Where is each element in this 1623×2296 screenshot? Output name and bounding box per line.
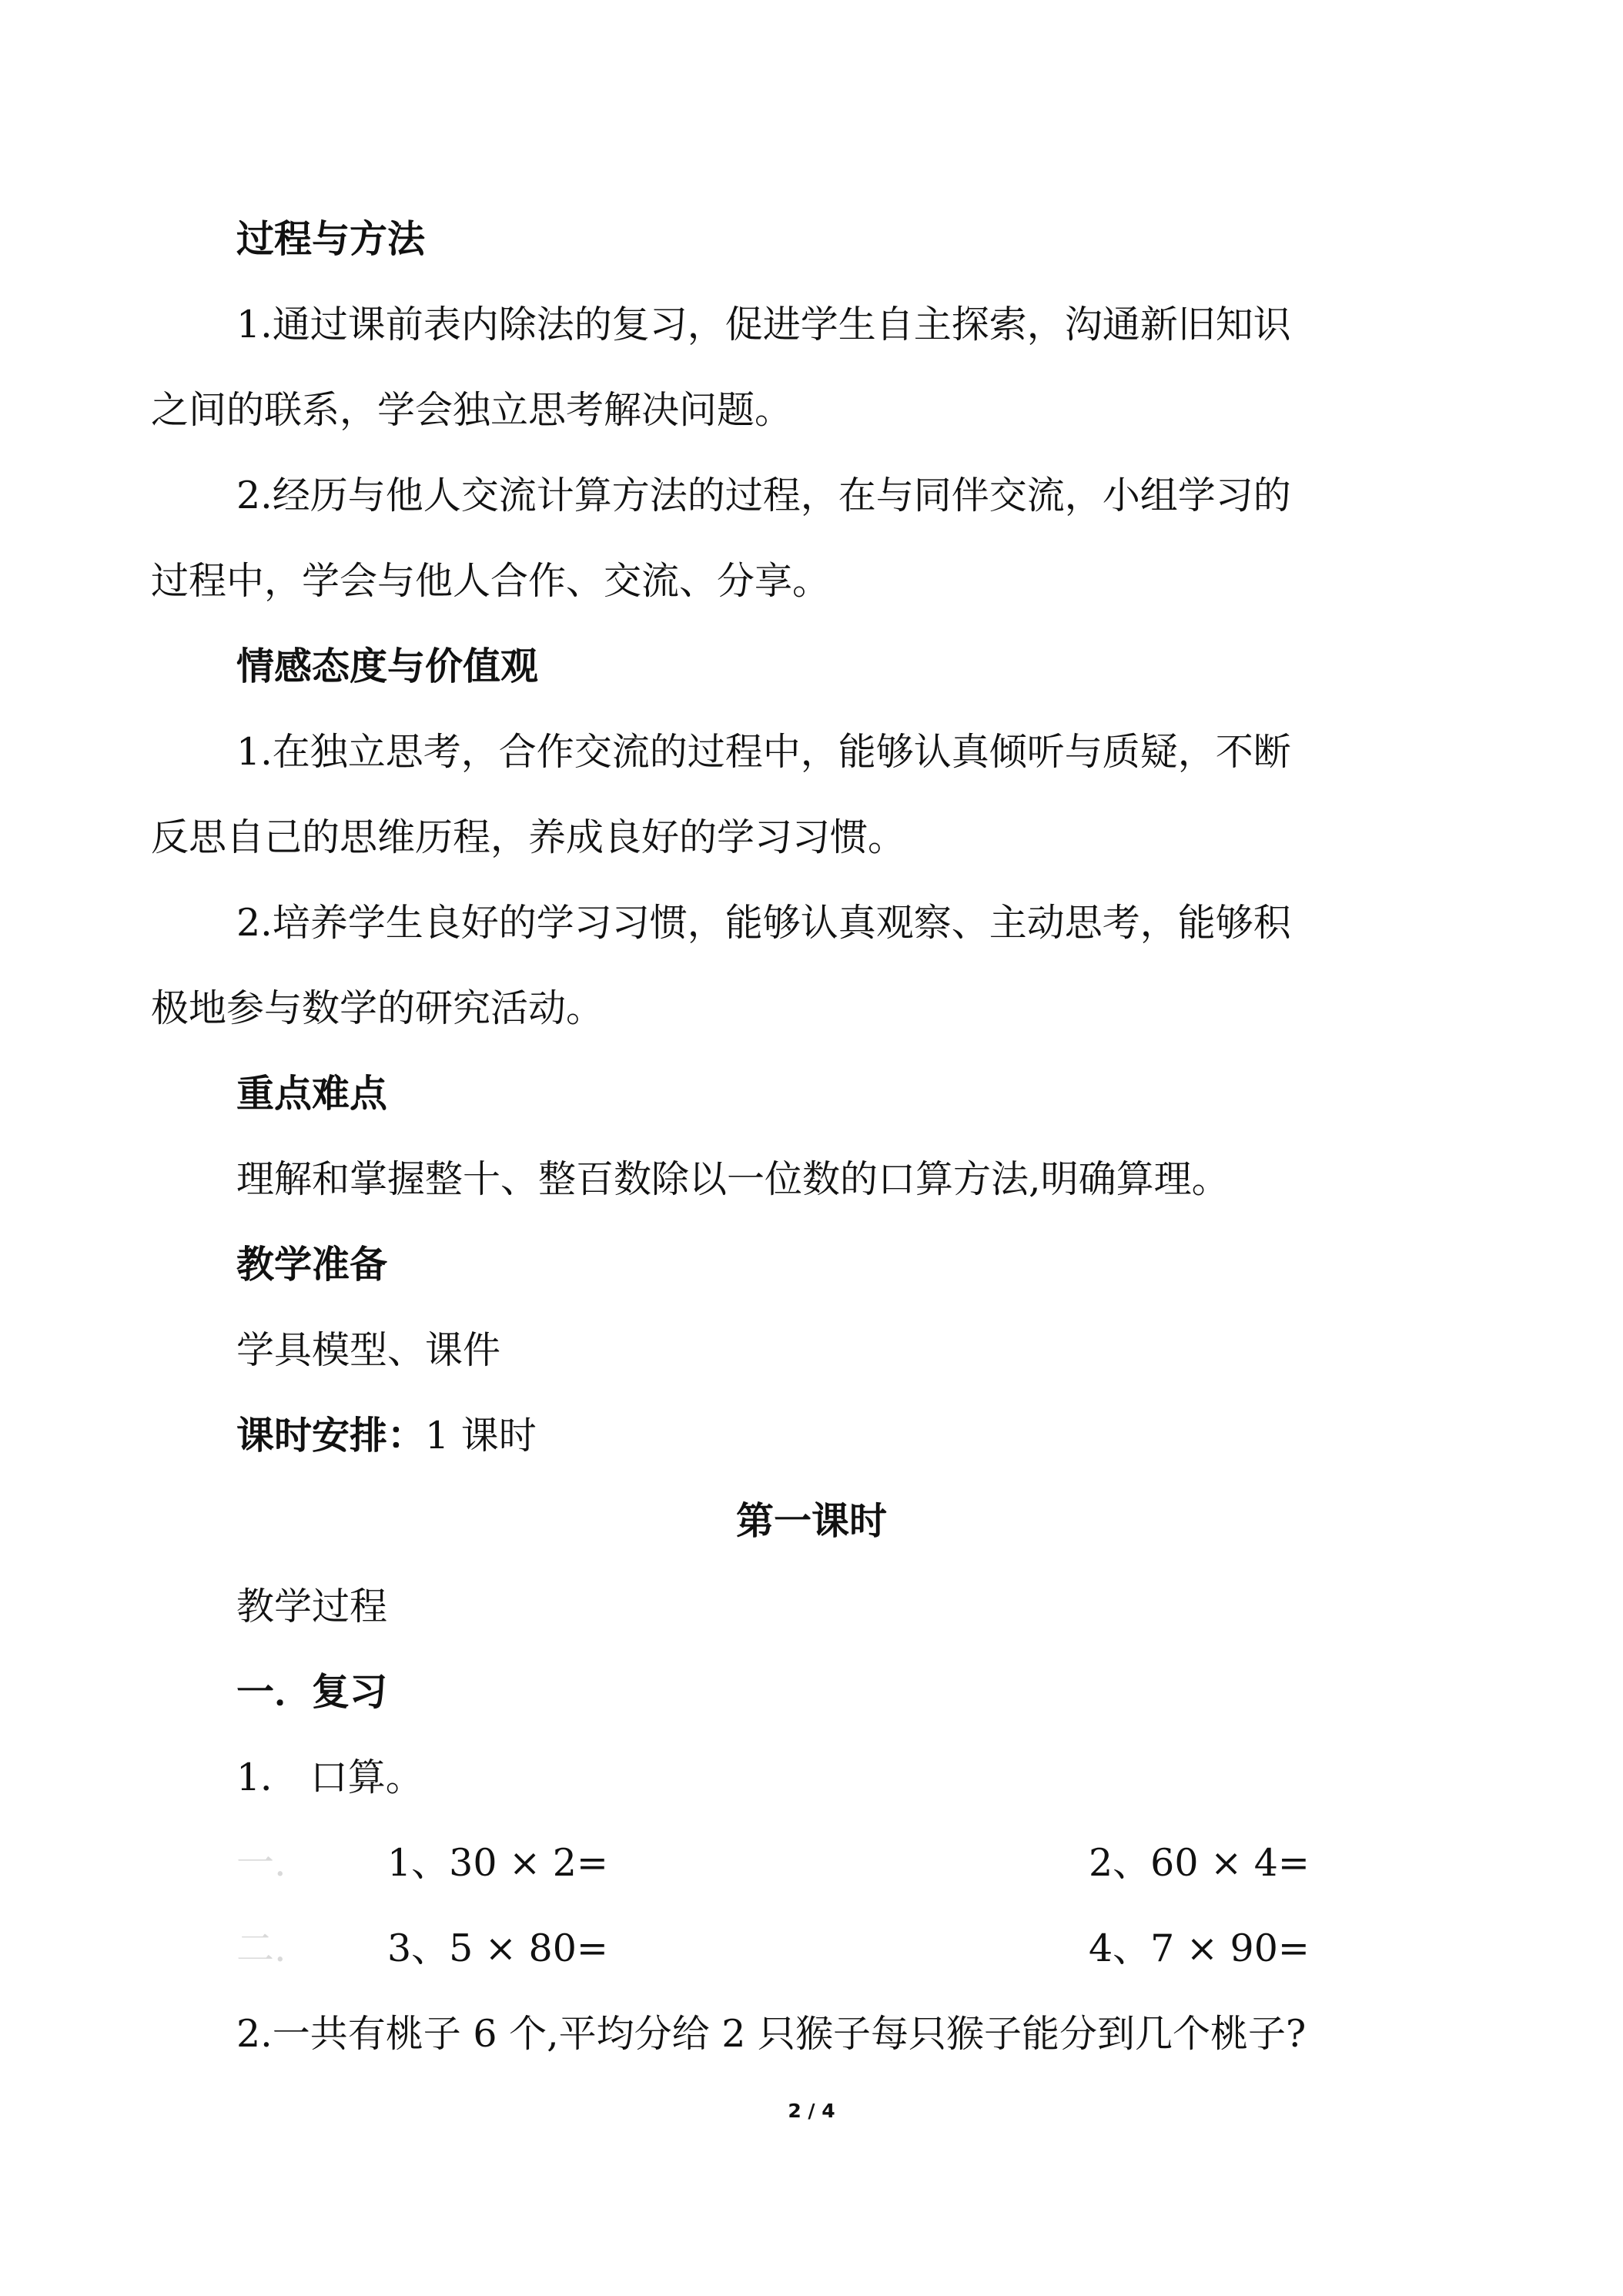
problem-1: 1、30 × 2= — [387, 1841, 608, 1885]
schedule-value: 1 课时 — [425, 1414, 537, 1458]
lesson-title: 第一课时 — [735, 1499, 887, 1543]
heading-process-methods: 过程与方法 — [236, 217, 426, 261]
emotion-item1-line1: 1.在独立思考，合作交流的过程中，能够认真倾听与质疑，不断 — [236, 730, 1291, 774]
page-number: 2 / 4 — [788, 2100, 835, 2122]
heading-key-points: 重点难点 — [236, 1072, 388, 1116]
schedule-label: 课时安排： — [236, 1414, 426, 1458]
problem-3: 3、5 × 80= — [387, 1926, 608, 1970]
emotion-item1-line2: 反思自己的思维历程，养成良好的学习习惯。 — [151, 815, 906, 859]
process-item1-line2: 之间的联系，学会独立思考解决问题。 — [151, 388, 793, 432]
review-heading: 一．复习 — [236, 1670, 388, 1714]
emotion-item2-line1: 2.培养学生良好的学习习惯，能够认真观察、主动思考，能够积 — [236, 901, 1291, 945]
word-problem: 2.一共有桃子 6 个,平均分给 2 只猴子每只猴子能分到几个桃子? — [236, 2012, 1307, 2056]
problem-2: 2、60 × 4= — [1089, 1841, 1310, 1885]
heading-preparation: 教学准备 — [236, 1243, 388, 1287]
heading-emotion-values: 情感态度与价值观 — [236, 644, 539, 688]
oral-calc-label: 1． 口算。 — [236, 1755, 423, 1799]
ghost-marker-2: 二. — [236, 1926, 286, 1970]
preparation-text: 学具模型、课件 — [236, 1328, 501, 1372]
process-item2-line1: 2.经历与他人交流计算方法的过程，在与同伴交流，小组学习的 — [236, 474, 1291, 517]
ghost-marker-1: 一. — [236, 1841, 286, 1885]
schedule-line — [236, 1413, 537, 1459]
teaching-process-label: 教学过程 — [236, 1585, 388, 1628]
key-points-text: 理解和掌握整十、整百数除以一位数的口算方法,明确算理。 — [236, 1157, 1230, 1201]
process-item1-line1: 1.通过课前表内除法的复习，促进学生自主探索，沟通新旧知识 — [236, 303, 1291, 346]
process-item2-line2: 过程中，学会与他人合作、交流、分享。 — [151, 559, 831, 603]
problem-4: 4、7 × 90= — [1089, 1926, 1310, 1970]
emotion-item2-line2: 极地参与数学的研究活动。 — [151, 986, 604, 1030]
